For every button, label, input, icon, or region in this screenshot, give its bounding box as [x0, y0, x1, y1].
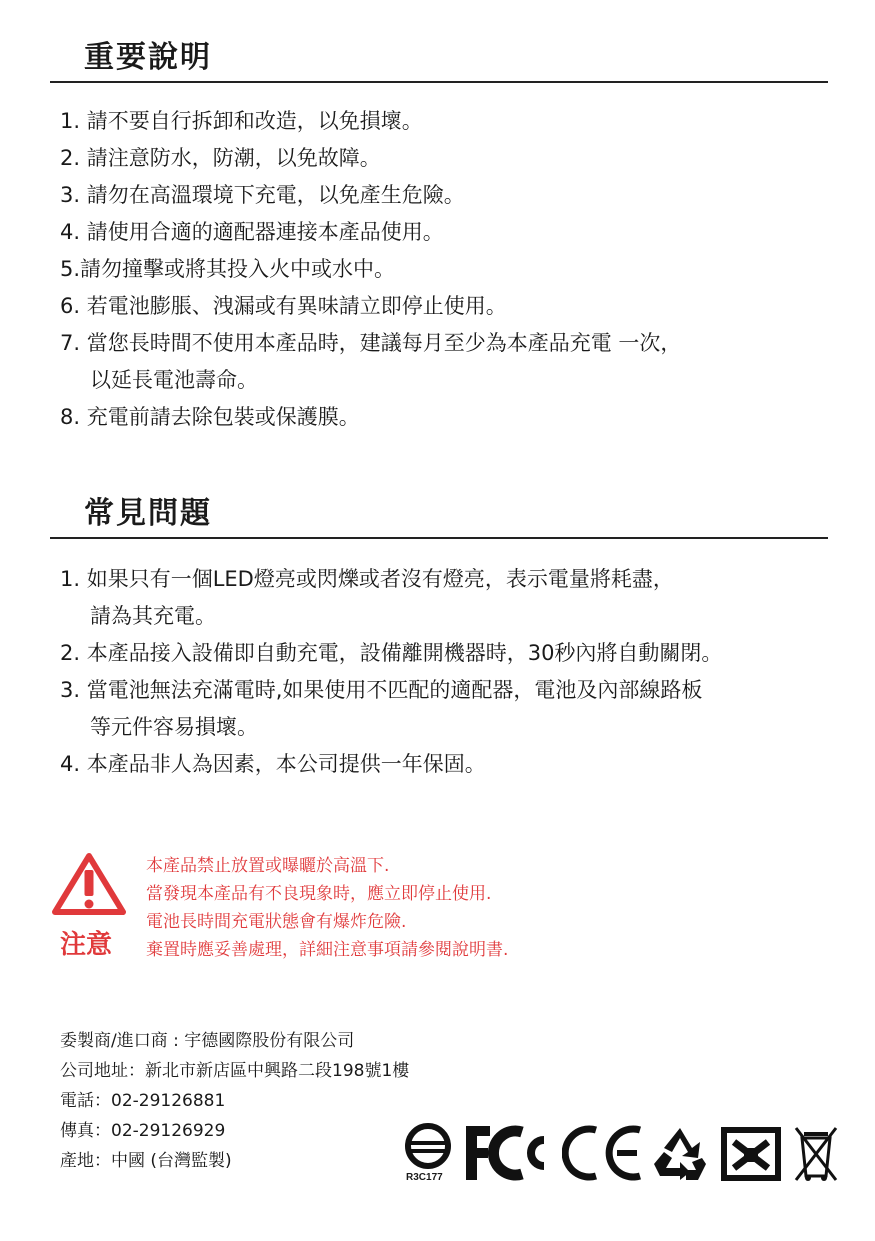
list-item: 2. 請注意防水，防潮，以免故障。	[60, 146, 381, 170]
contact-info	[60, 1026, 409, 1176]
faq-divider	[50, 537, 828, 539]
certification-marks	[404, 1122, 844, 1190]
list-item: 1. 請不要自行拆卸和改造，以免損壞。	[60, 109, 423, 133]
warning-line: 本產品禁止放置或曝曬於高溫下.	[146, 856, 390, 876]
weee-bin-icon	[792, 1122, 840, 1184]
list-item: 4. 請使用合適的適配器連接本產品使用。	[60, 220, 444, 244]
contact-line: 公司地址：新北市新店區中興路二段198號1樓	[60, 1061, 410, 1081]
important-title: 重要說明	[84, 40, 212, 75]
recycle-icon	[650, 1124, 710, 1182]
list-item: 4. 本產品非人為因素，本公司提供一年保固。	[60, 752, 486, 776]
list-item: 3. 請勿在高溫環境下充電，以免產生危險。	[60, 183, 465, 207]
fcc-icon	[464, 1122, 552, 1184]
list-item: 3. 當電池無法充滿電時,如果使用不匹配的適配器，電池及內部線路板 等元件容易損壞。	[60, 678, 703, 739]
contact-line: 產地：中國 (台灣監製)	[60, 1151, 232, 1171]
bsmi-code: R3C177	[406, 1172, 443, 1183]
warning-line: 當發現本產品有不良現象時，應立即停止使用.	[146, 884, 492, 904]
warning-label: 注意	[60, 930, 113, 960]
contact-line: 傳真：02-29126929	[60, 1121, 226, 1141]
warning-lines	[146, 852, 508, 964]
contact-line: 委製商/進口商 : 宇德國際股份有限公司	[60, 1031, 355, 1051]
list-item: 7. 當您長時間不使用本產品時，建議每月至少為本產品充電 一次， 以延長電池壽命。	[60, 331, 682, 392]
bsmi-icon	[404, 1122, 452, 1170]
ce-icon	[562, 1124, 646, 1182]
list-item: 8. 充電前請去除包裝或保護膜。	[60, 405, 360, 429]
rcm-icon	[720, 1126, 782, 1182]
list-item: 6. 若電池膨脹、洩漏或有異味請立即停止使用。	[60, 294, 507, 318]
list-item: 1. 如果只有一個LED燈亮或閃爍或者沒有燈亮，表示電量將耗盡， 請為其充電。	[60, 567, 674, 628]
warning-triangle-icon	[52, 852, 126, 916]
list-item: 2. 本產品接入設備即自動充電，設備離開機器時，30秒內將自動關閉。	[60, 641, 723, 665]
faq-list	[60, 561, 830, 783]
warning-block	[52, 848, 612, 968]
important-list	[60, 103, 830, 436]
contact-line: 電話：02-29126881	[60, 1091, 226, 1111]
important-divider	[50, 81, 828, 83]
warning-line: 電池長時間充電狀態會有爆炸危險.	[146, 912, 407, 932]
faq-title: 常見問題	[84, 496, 212, 531]
list-item: 5.請勿撞擊或將其投入火中或水中。	[60, 257, 396, 281]
warning-line: 棄置時應妥善處理，詳細注意事項請參閱說明書.	[146, 940, 509, 960]
